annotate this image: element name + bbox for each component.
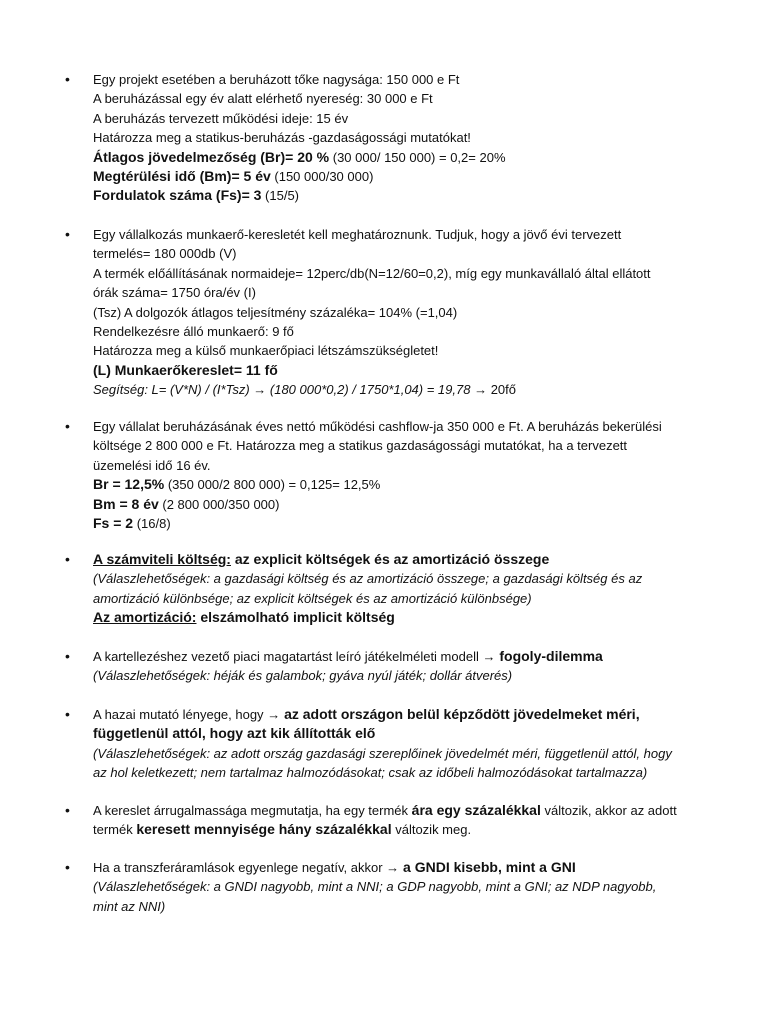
text-line xyxy=(93,705,733,724)
answer-line xyxy=(93,608,733,627)
text-line: Egy vállalkozás munkaerő-keresletét kell meghatároznunk. Tudjuk, hogy a jövő évi tervezett xyxy=(93,227,622,242)
answer-line xyxy=(93,514,733,533)
options-line: amortizáció különbsége; az explicit költségek és az amortizáció különbsége) xyxy=(93,590,532,606)
text-line: költsége 2 800 000 e Ft. Határozza meg a statikus gazdaságossági mutatókat, ha a tervezett xyxy=(93,438,628,454)
text-line: termelés= 180 000db (V) xyxy=(93,246,237,262)
text-line xyxy=(93,820,733,839)
hint-text: (180 000*0,2) / 1750*1,04) = 19,78 xyxy=(266,382,475,398)
text-line xyxy=(93,647,733,666)
question-3 xyxy=(65,417,733,533)
answer-bold: Br = 12,5% xyxy=(93,476,165,493)
answer-bold: függetlenül attól, hogy azt kik állították elő xyxy=(93,725,376,742)
answer-line xyxy=(93,148,733,167)
question-text: változik meg. xyxy=(391,822,472,838)
answer-bold: ára egy százalékkal xyxy=(411,802,541,818)
bullet: • xyxy=(65,648,70,664)
question-text: változik, akkor az adott xyxy=(540,803,677,818)
answer-bold: elszámolható implicit költség xyxy=(196,609,395,626)
bullet: • xyxy=(65,71,70,87)
answer-line xyxy=(93,167,733,186)
question-text: A kereslet árrugalmassága megmutatja, ha egy termék xyxy=(93,803,412,818)
answer-line xyxy=(93,186,733,205)
answer-bold: Bm = 8 év xyxy=(93,495,159,512)
bullet: • xyxy=(65,551,70,567)
arrow-right-icon: → xyxy=(386,860,400,875)
question-text: A kartellezéshez vezető piaci magatartást leíró játékelméleti modell xyxy=(93,649,483,664)
answer-bold: az explicit költségek és az amortizáció összege xyxy=(230,551,550,567)
answer-bold: Fordulatok száma (Fs)= 3 xyxy=(93,187,262,204)
bullet: • xyxy=(65,706,70,722)
answer-line xyxy=(93,475,733,494)
text-line: órák száma= 1750 óra/év (I) xyxy=(93,285,256,301)
text-line xyxy=(93,858,733,877)
options-line: (Válaszlehetőségek: a GNDI nagyobb, mint a NNI; a GDP nagyobb, mint a GNI; az NDP nagyobb, xyxy=(93,879,657,895)
hint-result: 20fő xyxy=(487,382,516,398)
arrow-right-icon: → xyxy=(253,382,267,398)
question-1 xyxy=(65,70,733,206)
text-line: A beruházással egy év alatt elérhető nyereség: 30 000 e Ft xyxy=(93,91,433,107)
hint-line xyxy=(93,380,733,399)
answer-bold: Átlagos jövedelmezőség (Br)= 20 % xyxy=(93,148,330,165)
question-5 xyxy=(65,647,733,686)
arrow-right-icon: → xyxy=(474,382,488,398)
text-line: (Tsz) A dolgozók átlagos teljesítmény százaléka= 104% (=1,04) xyxy=(93,304,458,320)
options-line: (Válaszlehetőségek: a gazdasági költség és az amortizáció összege; a gazdasági költség és az xyxy=(93,571,643,587)
arrow-right-icon: → xyxy=(267,707,281,722)
question-text: A hazai mutató lényege, hogy xyxy=(93,707,268,722)
text-line: Egy projekt esetében a beruházott tőke nagysága: 150 000 e Ft xyxy=(93,72,460,87)
bullet: • xyxy=(65,226,70,242)
bullet: • xyxy=(65,418,70,434)
bullet: • xyxy=(65,859,70,875)
options-line: az hol keletkezett; nem tartalmaz halmozódásokat; csak az időbeli halmozódásokat tartalmazza) xyxy=(93,765,648,781)
answer-bold: (L) Munkaerőkereslet= 11 fő xyxy=(93,361,278,378)
text-line: Határozza meg a külső munkaerőpiaci létszámszükségletet! xyxy=(93,343,439,359)
question-2 xyxy=(65,225,733,400)
text-line xyxy=(93,801,733,820)
text-line: üzemelési idő 16 év. xyxy=(93,457,211,473)
arrow-right-icon: → xyxy=(482,649,496,664)
answer-detail: (30 000/ 150 000) = 0,2= 20% xyxy=(329,149,506,165)
answer-line xyxy=(93,550,733,569)
text-line: Rendelkezésre álló munkaerő: 9 fő xyxy=(93,324,294,340)
question-text: Ha a transzferáramlások egyenlege negatív, akkor xyxy=(93,860,387,875)
term-label: Az amortizáció: xyxy=(93,609,197,626)
answer-detail: (16/8) xyxy=(133,516,171,532)
answer-bold: az adott országon belül képződött jövedelmeket méri, xyxy=(280,706,640,722)
answer-detail: (350 000/2 800 000) = 0,125= 12,5% xyxy=(164,477,381,493)
hint-text: Segítség: L= (V*N) / (I*Tsz) xyxy=(93,382,254,398)
answer-bold: Fs = 2 xyxy=(93,515,134,532)
question-8 xyxy=(65,858,733,916)
question-7 xyxy=(65,801,733,840)
answer-detail: (2 800 000/350 000) xyxy=(158,496,280,512)
answer-detail: (150 000/30 000) xyxy=(270,169,374,185)
term-label: A számviteli költség: xyxy=(93,551,231,567)
text-line: Egy vállalat beruházásának éves nettó működési cashflow-ja 350 000 e Ft. A beruházás bekerülési xyxy=(93,419,662,434)
text-line: Határozza meg a statikus-beruházás -gazdaságossági mutatókat! xyxy=(93,130,471,146)
options-line: (Válaszlehetőségek: héják és galambok; gyáva nyúl játék; dollár átverés) xyxy=(93,668,513,684)
question-6 xyxy=(65,705,733,783)
options-line: (Válaszlehetőségek: az adott ország gazdasági szereplőinek jövedelmét méri, függetlenül attól, hogy xyxy=(93,745,672,761)
answer-bold: fogoly-dilemma xyxy=(495,648,603,664)
question-4 xyxy=(65,550,733,628)
answer-detail: (15/5) xyxy=(261,188,300,204)
answer-line xyxy=(93,495,733,514)
answer-bold: keresett mennyisége hány százalékkal xyxy=(136,821,392,838)
answer-bold: Megtérülési idő (Bm)= 5 év xyxy=(93,168,271,185)
answer-bold: a GNDI kisebb, mint a GNI xyxy=(399,859,576,875)
bullet: • xyxy=(65,802,70,818)
options-line: mint az NNI) xyxy=(93,898,166,914)
text-line: A beruházás tervezett működési ideje: 15 év xyxy=(93,110,349,126)
text-line: A termék előállításának normaideje= 12perc/db(N=12/60=0,2), míg egy munkavállaló által ellátott xyxy=(93,265,651,281)
question-text: termék xyxy=(93,822,137,838)
